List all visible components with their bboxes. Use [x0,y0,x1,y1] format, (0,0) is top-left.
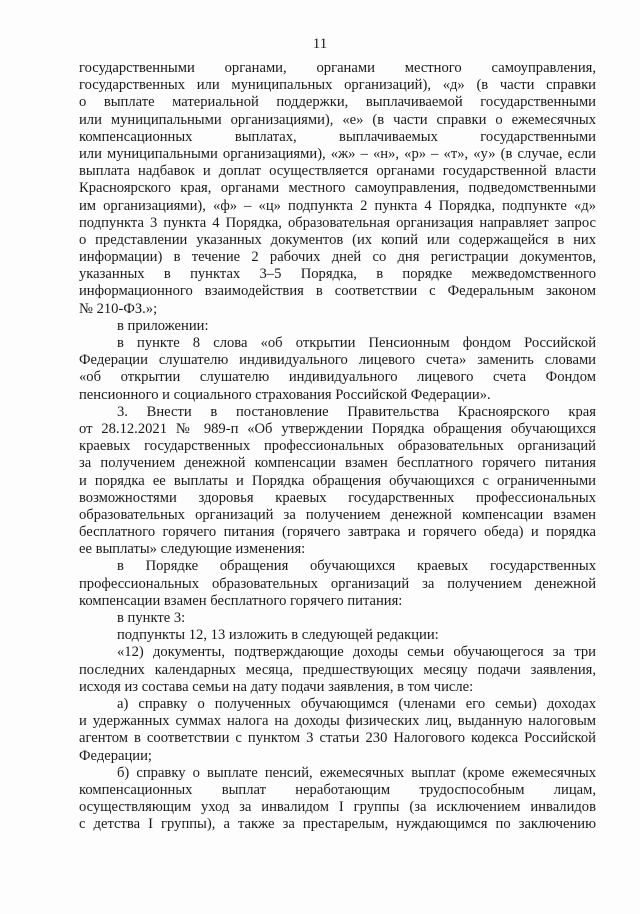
text-line: подпункта 3 пункта 4 Порядка, образовательная организация направляет запрос [79,214,596,231]
text-line: о выплате материальной поддержки, выплачиваемой государственными [79,94,596,111]
text-line: за получением денежной компенсации взамен бесплатного горячего питания [79,455,596,472]
text-line: последних календарных месяца, предшествующих месяцу подачи заявления, [79,661,596,678]
text-line: образовательных организаций за получением денежной компенсации взамен [79,506,596,523]
text-line: компенсации взамен бесплатного горячего питания: [79,592,403,609]
text-line: или муниципальными организациями), «е» (в части справки о ежемесячных [79,111,596,128]
page-number: 11 [312,36,328,52]
text-line: компенсационных выплат неработающим трудоспособным лицам, [79,781,596,798]
text-line: государственных или муниципальных организаций), «д» (в части справки [79,77,596,94]
text-line: возможностями здоровья краевых государственных профессиональных [79,489,596,506]
text-line: исходя из состава семьи на дату подачи заявления, в том числе: [79,678,474,695]
text-line: и порядка ее выплаты и Порядка обращения обучающихся с ограниченными [79,472,596,489]
text-line: подпункты 12, 13 изложить в следующей редакции: [117,627,439,644]
text-line: им организациями), «ф» – «ц» подпункта 2 пункта 4 Порядка, подпункте «д» [79,197,596,214]
text-line: указанных в пунктах 3–5 Порядка, в порядке межведомственного [79,266,596,283]
text-line: в пункте 3: [117,610,186,626]
text-line: «об открытии слушателю индивидуального лицевого счета Фондом [79,369,596,386]
text-line: или муниципальными организациями), «ж» – «н», «р» – «т», «у» (в случае, если [79,145,596,162]
text-line: Федерации слушателю индивидуального лицевого счета» заменить словами [79,352,596,369]
text-line: № 210-ФЗ.»; [79,300,158,317]
text-line: государственными органами, органами местного самоуправления, [79,60,596,76]
text-line: «12) документы, подтверждающие доходы семьи обучающегося за три [117,644,596,661]
text-line: а) справку о полученных обучающимся (членами его семьи) доходах [117,695,596,712]
text-line: профессиональных образовательных организаций за получением денежной [79,575,596,592]
text-line: Красноярского края, органами местного самоуправления, подведомственными [79,180,596,197]
text-line: краевых государственных профессиональных образовательных организаций [79,438,596,455]
document-body [79,60,596,833]
text-line: пенсионного и социального страхования Российской Федерации». [79,386,491,403]
text-line: б) справку о выплате пенсий, ежемесячных выплат (кроме ежемесячных [117,764,596,781]
text-line: выплата надбавок и доплат осуществляется органами государственной власти [79,163,596,180]
text-line: о представлении указанных документов (их копий или содержащейся в них [79,231,596,248]
text-line: и удержанных суммах налога на доходы физических лиц, выданную налоговым [79,713,596,730]
text-line: ее выплаты» следующие изменения: [79,541,306,558]
text-line: осуществляющим уход за инвалидом I группы (за исключением инвалидов [79,799,596,816]
text-line: компенсационных выплатах, выплачиваемых государственными [79,128,596,145]
text-line: в пункте 8 слова «об открытии Пенсионным фондом Российской [117,335,596,351]
text-line: в Порядке обращения обучающихся краевых государственных [117,558,596,575]
text-line: агентом в соответствии с пунктом 3 статьи 230 Налогового кодекса Российской [79,730,596,747]
text-line: от 28.12.2021 № 989-п «Об утверждении Порядка обращения обучающихся [79,420,596,437]
text-line: информационного взаимодействия в соответствии с Федеральным законом [79,283,596,300]
text-line: бесплатного горячего питания (горячего завтрака и горячего обеда) и порядка [79,524,596,541]
text-line: Федерации; [79,747,152,764]
text-line: информации) в течение 2 рабочих дней со дня регистрации документов, [79,249,596,266]
text-line: в приложении: [117,317,209,334]
text-line: 3. Внести в постановление Правительства Красноярского края [117,403,596,420]
text-line: с детства I группы), а также за престарелым, нуждающимся по заключению [79,816,596,833]
